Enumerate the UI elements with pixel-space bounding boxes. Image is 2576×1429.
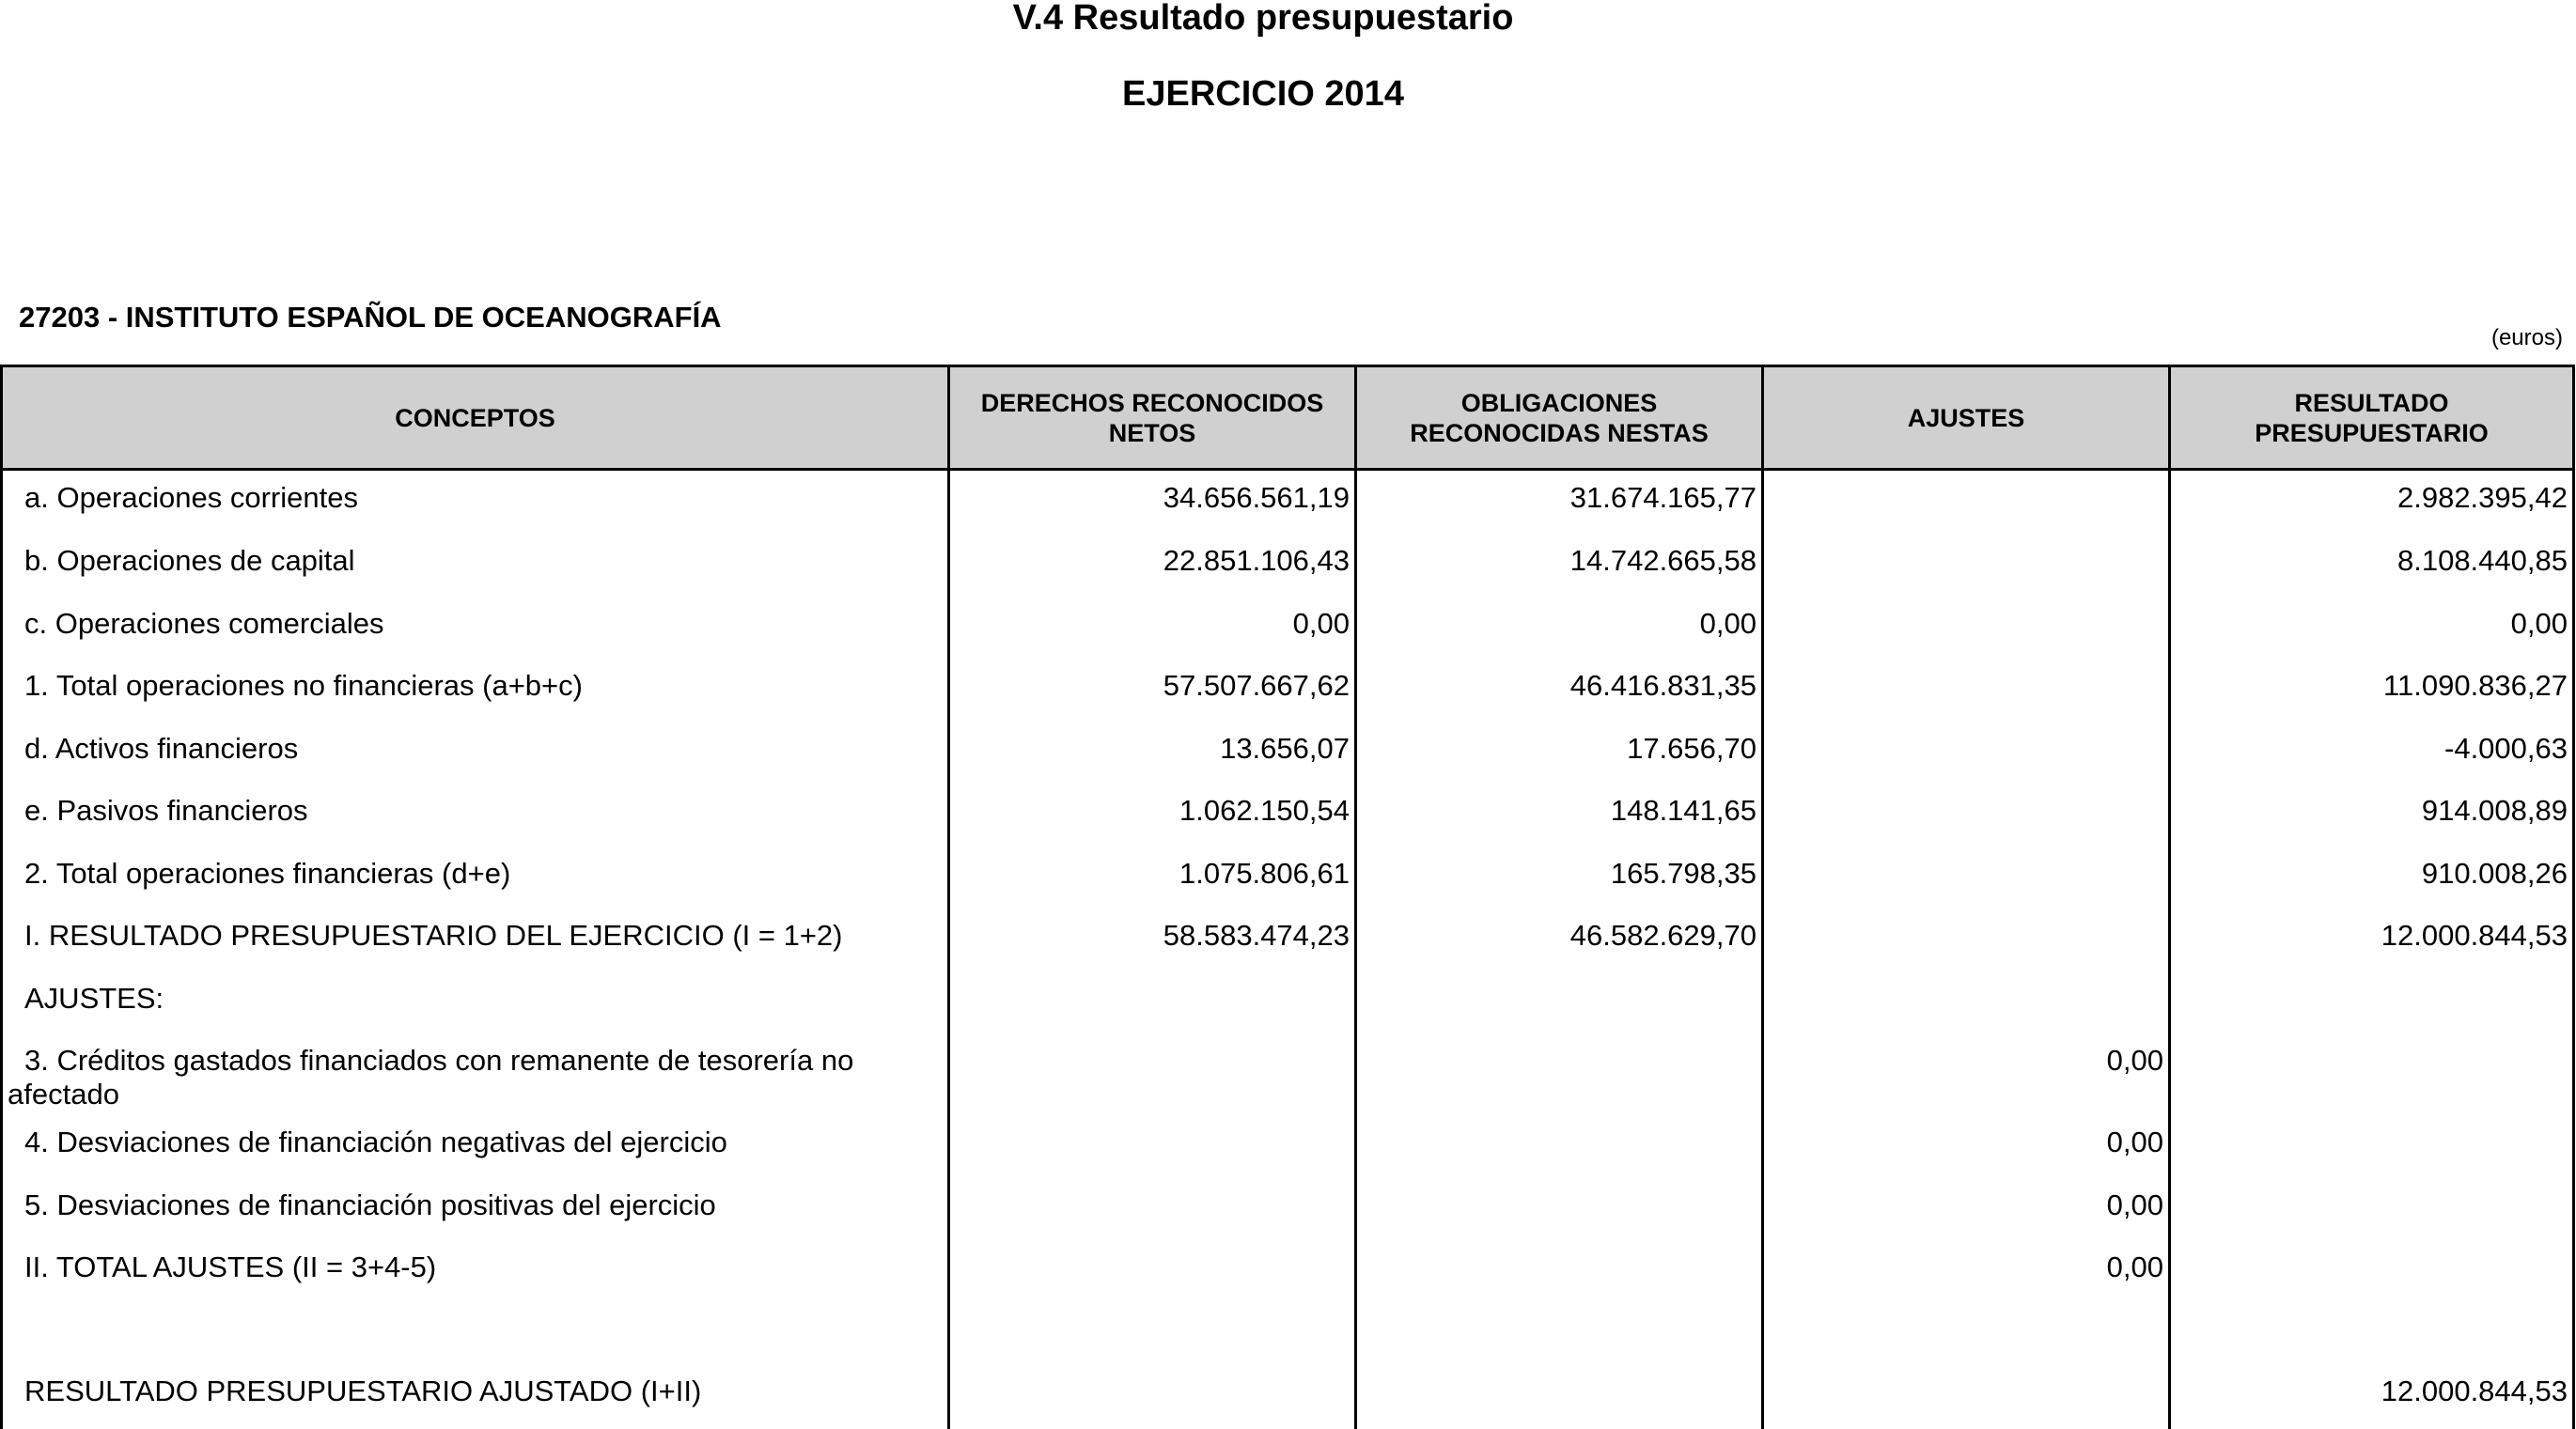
cell-resultado: 11.090.836,27: [2383, 669, 2568, 702]
cell-resultado: 12.000.844,53: [2381, 1375, 2568, 1407]
entity-name: 27203 - INSTITUTO ESPAÑOL DE OCEANOGRAFÍA: [19, 301, 722, 334]
row-label: II. TOTAL AJUSTES (II = 3+4-5): [24, 1250, 437, 1283]
units-label: (euros): [2490, 325, 2563, 350]
row-label: a. Operaciones corrientes: [24, 481, 358, 514]
header-derechos: DERECHOS RECONOCIDOS NETOS: [980, 388, 1324, 447]
cell-resultado: 2.982.395,42: [2396, 481, 2568, 514]
cell-derechos: 34.656.561,19: [1163, 481, 1350, 514]
row-label: d. Activos financieros: [24, 732, 299, 765]
cell-resultado: -4.000,63: [2444, 732, 2568, 765]
cell-ajustes: 0,00: [2106, 1126, 2163, 1158]
column-divider: [1761, 365, 1764, 1429]
column-divider: [947, 365, 950, 1429]
cell-ajustes: 0,00: [2106, 1250, 2163, 1283]
cell-obligaciones: 14.742.665,58: [1569, 544, 1756, 577]
cell-ajustes: 0,00: [2106, 1188, 2163, 1221]
cell-derechos: 13.656,07: [1220, 732, 1350, 765]
page-title: V.4 Resultado presupuestario: [1012, 0, 1514, 38]
cell-obligaciones: 46.582.629,70: [1569, 919, 1756, 952]
column-divider: [1354, 365, 1357, 1429]
row-label: 2. Total operaciones financieras (d+e): [24, 857, 511, 890]
cell-derechos: 58.583.474,23: [1163, 919, 1350, 952]
cell-derechos: 22.851.106,43: [1163, 544, 1350, 577]
cell-obligaciones: 17.656,70: [1627, 732, 1756, 765]
row-label: RESULTADO PRESUPUESTARIO AJUSTADO (I+II): [24, 1375, 702, 1407]
cell-resultado: 8.108.440,85: [2396, 544, 2568, 577]
cell-derechos: 0,00: [1292, 607, 1350, 640]
header-ajustes: AJUSTES: [1907, 403, 2025, 432]
header-resultado: RESULTADO PRESUPUESTARIO: [2255, 388, 2489, 447]
header-conceptos: CONCEPTOS: [395, 403, 555, 432]
row-label: b. Operaciones de capital: [24, 544, 355, 577]
column-divider: [2572, 365, 2575, 1429]
cell-derechos: 1.062.150,54: [1179, 794, 1350, 827]
cell-ajustes: 0,00: [2106, 1044, 2163, 1077]
cell-derechos: 1.075.806,61: [1179, 857, 1350, 890]
cell-obligaciones: 31.674.165,77: [1569, 481, 1756, 514]
cell-obligaciones: 46.416.831,35: [1569, 669, 1756, 702]
row-label: 5. Desviaciones de financiación positivas del ejercicio: [24, 1188, 716, 1221]
column-divider: [2168, 365, 2171, 1429]
cell-resultado: 12.000.844,53: [2381, 919, 2568, 952]
cell-resultado: 0,00: [2510, 607, 2568, 640]
cell-obligaciones: 0,00: [1699, 607, 1756, 640]
page-subtitle: EJERCICIO 2014: [1122, 74, 1404, 114]
row-label: 1. Total operaciones no financieras (a+b+c): [24, 669, 583, 702]
cell-obligaciones: 148.141,65: [1610, 794, 1756, 827]
row-label: e. Pasivos financieros: [24, 794, 308, 827]
cell-resultado: 914.008,89: [2421, 794, 2568, 827]
row-label: AJUSTES:: [24, 982, 164, 1015]
row-label: c. Operaciones comerciales: [24, 607, 384, 640]
cell-resultado: 910.008,26: [2421, 857, 2568, 890]
cell-derechos: 57.507.667,62: [1163, 669, 1350, 702]
row-label: 3. Créditos gastados financiados con remanente de tesorería no afectado: [8, 1044, 854, 1111]
header-obligaciones: OBLIGACIONES RECONOCIDAS NESTAS: [1410, 388, 1709, 447]
row-label: I. RESULTADO PRESUPUESTARIO DEL EJERCICIO (I = 1+2): [24, 919, 843, 952]
row-label: 4. Desviaciones de financiación negativas del ejercicio: [24, 1126, 727, 1158]
cell-obligaciones: 165.798,35: [1610, 857, 1756, 890]
